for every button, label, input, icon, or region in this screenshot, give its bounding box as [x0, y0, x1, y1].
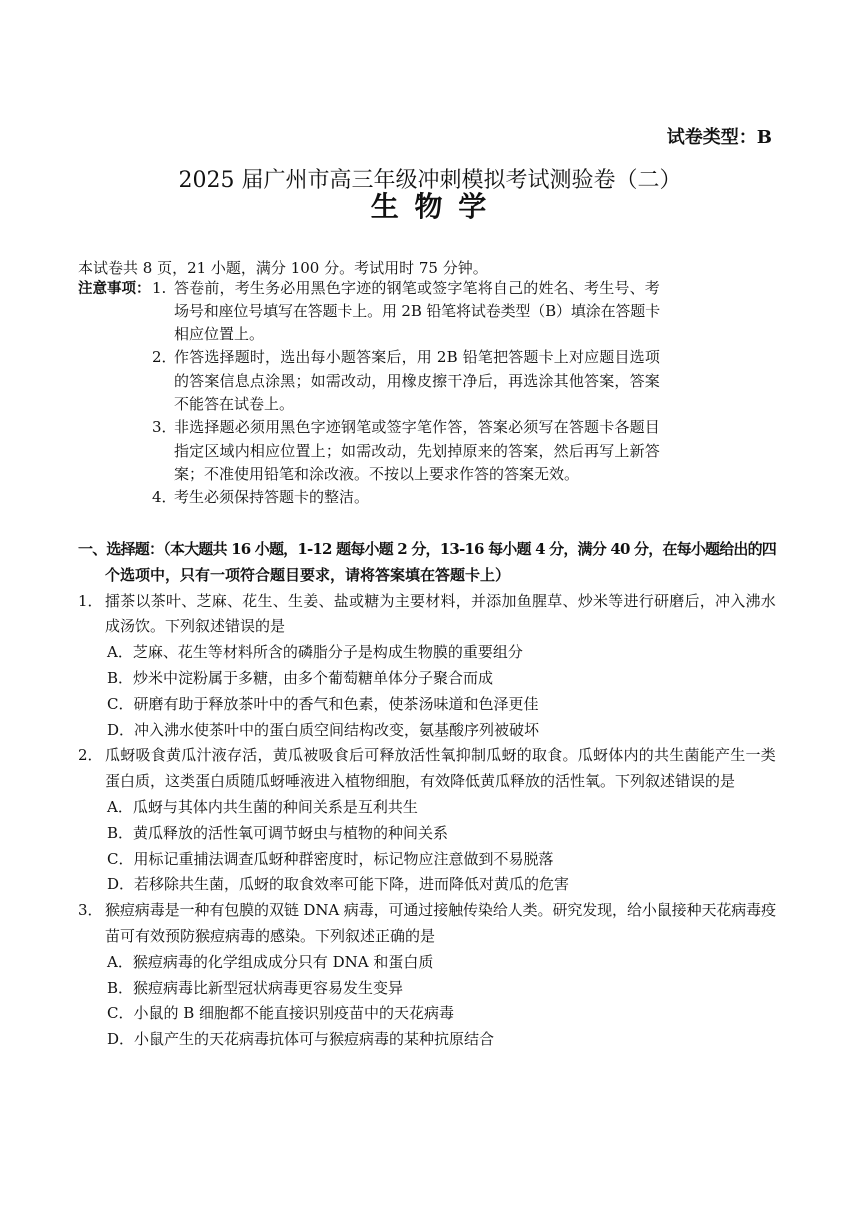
paper-type-label: 试卷类型：B: [666, 127, 772, 148]
notice-line: 相应位置上。: [174, 325, 265, 344]
notice-line: 不能答在试卷上。: [174, 395, 295, 414]
option-label: A．: [107, 952, 133, 971]
option-label: D．: [107, 875, 135, 894]
notice-item-text: [174, 486, 660, 509]
question-number: 1．: [78, 591, 103, 610]
question: [78, 589, 776, 744]
notice-item: [78, 346, 660, 416]
option-label: C．: [107, 694, 134, 713]
option-label: A．: [107, 797, 133, 816]
question-stem-line: 猴痘病毒是一种有包膜的双链 DNA 病毒，可通过接触传染给人类。研究发现，给小鼠接种天花病毒疫: [105, 901, 776, 920]
notice-line: 答卷前，考生务必用黑色字迹的钢笔或签字笔将自己的姓名、考生号、考: [174, 278, 660, 297]
notice-line: 作答选择题时，选出每小题答案后，用 2B 铅笔把答题卡上对应题目选项: [174, 348, 660, 367]
option-label: B．: [107, 978, 134, 997]
subject-title: 生 物 学: [370, 190, 490, 223]
question: [78, 743, 776, 898]
option: [78, 692, 776, 718]
question: [78, 898, 776, 1053]
option-label: C．: [107, 1004, 134, 1023]
notice-item-number: 2．: [152, 348, 177, 367]
notice-line: 的答案信息点涂黑；如需改动，用橡皮擦干净后，再选涂其他答案，答案: [174, 371, 660, 390]
notice-item-number: 4．: [152, 488, 177, 507]
notice-item-text: [174, 277, 660, 347]
option-label: B．: [107, 668, 134, 687]
option-text: 猴痘病毒的化学组成成分只有 DNA 和蛋白质: [132, 952, 434, 971]
question-stem-text: [105, 589, 776, 641]
question-stem: [78, 589, 776, 641]
notice-line: 场号和座位号填写在答题卡上。用 2B 铅笔将试卷类型（B）填涂在答题卡: [174, 301, 660, 320]
option-text: 瓜蚜与其体内共生菌的种间关系是互利共生: [132, 797, 418, 816]
question-number: 3．: [78, 901, 103, 920]
choice-section: [78, 537, 776, 1053]
option: [78, 795, 776, 821]
option: [78, 666, 776, 692]
question-stem-text: [105, 898, 776, 950]
option: [78, 821, 776, 847]
option-label: A．: [107, 643, 133, 662]
question-stem: [78, 898, 776, 950]
option-text: 若移除共生菌，瓜蚜的取食效率可能下降，进而降低对黄瓜的危害: [134, 875, 570, 894]
notice-line: 指定区域内相应位置上；如需改动，先划掉原来的答案，然后再写上新答: [174, 441, 660, 460]
option-label: D．: [107, 720, 135, 739]
question-stem-text: [105, 743, 776, 795]
option: [78, 976, 776, 1002]
notice-item: [78, 486, 660, 509]
notice-item-text: [174, 416, 660, 486]
exam-title: 2025 届广州市高三年级冲刺模拟考试测验卷（二）: [178, 168, 682, 193]
question-number: 2．: [78, 746, 103, 765]
option-text: 用标记重捕法调查瓜蚜种群密度时，标记物应注意做到不易脱落: [133, 849, 554, 868]
option-text: 猴痘病毒比新型冠状病毒更容易发生变异: [133, 978, 404, 997]
notice-item-number: 1.: [152, 278, 167, 297]
option-text: 炒米中淀粉属于多糖，由多个葡萄糖单体分子聚合而成: [133, 668, 494, 687]
option-text: 黄瓜释放的活性氧可调节蚜虫与植物的种间关系: [133, 823, 449, 842]
notice-block: [78, 277, 660, 510]
option: [78, 872, 776, 898]
question-stem: [78, 743, 776, 795]
notice-line: 案；不准使用铅笔和涂改液。不按以上要求作答的答案无效。: [174, 465, 580, 484]
option: [78, 640, 776, 666]
exam-intro: 本试卷共 8 页，21 小题，满分 100 分。考试用时 75 分钟。: [78, 259, 488, 277]
notice-line: 非选择题必须用黑色字迹钢笔或签字笔作答，答案必须写在答题卡各题目: [174, 418, 660, 437]
option: [78, 950, 776, 976]
question-stem-line: 苗可有效预防猴痘病毒的感染。下列叙述正确的是: [105, 926, 436, 945]
option-text: 小鼠产生的天花病毒抗体可与猴痘病毒的某种抗原结合: [134, 1030, 495, 1049]
section-heading: [78, 537, 776, 589]
option-text: 小鼠的 B 细胞都不能直接识别疫苗中的天花病毒: [133, 1004, 455, 1023]
question-stem-line: 擂茶以茶叶、芝麻、花生、生姜、盐或糖为主要材料，并添加鱼腥草、炒米等进行研磨后，冲入沸水: [105, 591, 776, 610]
option: [78, 1027, 776, 1053]
option-text: 研磨有助于释放茶叶中的香气和色素，使茶汤味道和色泽更佳: [133, 694, 539, 713]
option-text: 芝麻、花生等材料所含的磷脂分子是构成生物膜的重要组分: [132, 643, 523, 662]
notice-item: [78, 416, 660, 486]
notice-line: 考生必须保持答题卡的整洁。: [174, 488, 370, 507]
option-text: 冲入沸水使茶叶中的蛋白质空间结构改变，氨基酸序列被破坏: [134, 720, 540, 739]
notice-item-number: 3．: [152, 418, 177, 437]
question-stem-line: 瓜蚜吸食黄瓜汁液存活，黄瓜被吸食后可释放活性氧抑制瓜蚜的取食。瓜蚜体内的共生菌能产生一类: [105, 746, 776, 765]
option-label: B．: [107, 823, 134, 842]
question-stem-line: 成汤饮。下列叙述错误的是: [105, 617, 286, 636]
option: [78, 1001, 776, 1027]
notice-item: [78, 277, 660, 347]
option-label: C．: [107, 849, 134, 868]
option: [78, 718, 776, 744]
notice-label: 注意事项：: [78, 279, 151, 297]
question-stem-line: 蛋白质，这类蛋白质随瓜蚜唾液进入植物细胞，有效降低黄瓜释放的活性氧。下列叙述错误的是: [105, 772, 736, 791]
option-label: D．: [107, 1030, 135, 1049]
section-heading-line: 个选项中，只有一项符合题目要求，请将答案填在答题卡上）: [105, 565, 511, 584]
option: [78, 847, 776, 873]
section-heading-line: 一、选择题：（本大题共 16 小题，1-12 题每小题 2 分，13-16 每小题 4 分，满分 40 分，在每小题给出的四: [78, 540, 776, 558]
notice-item-text: [174, 346, 660, 416]
